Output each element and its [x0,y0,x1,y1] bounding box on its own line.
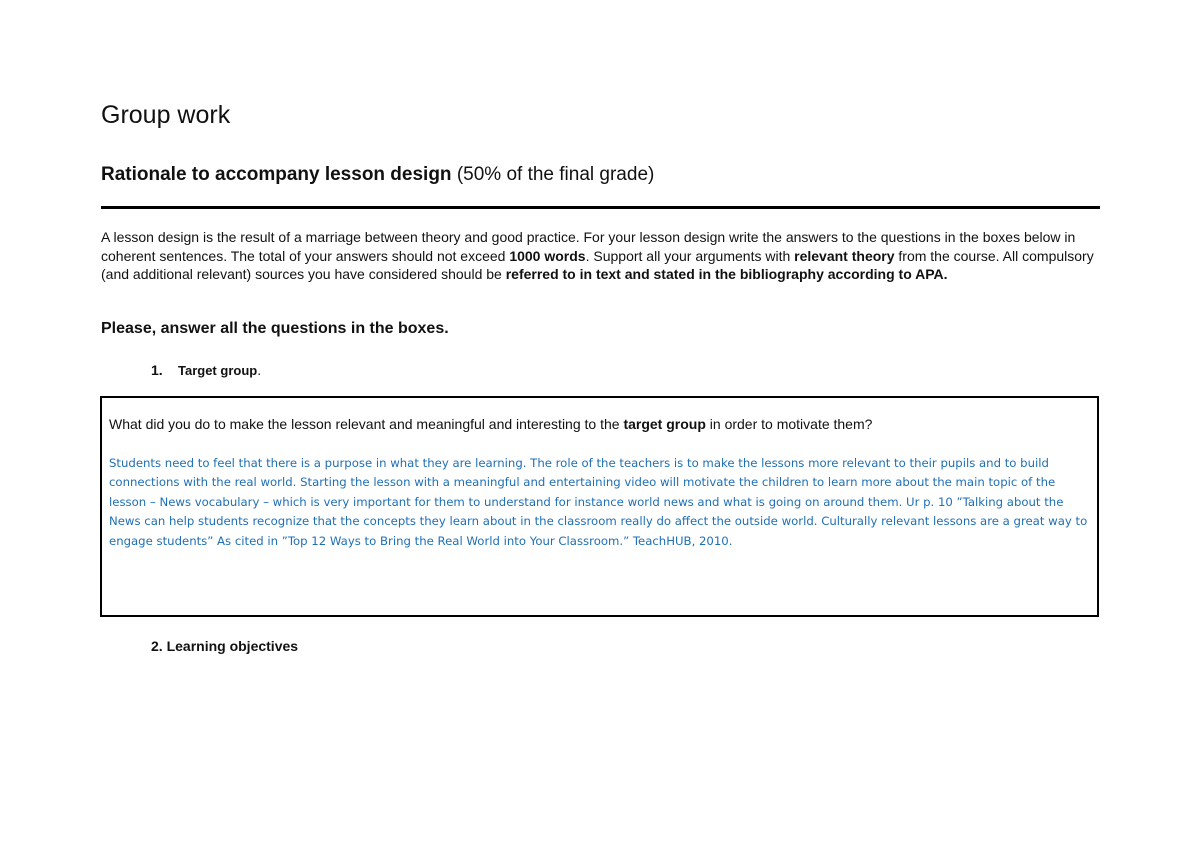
page-title: Group work [101,101,231,129]
intro-bold-apa: referred to in text and stated in the bibliography according to APA. [505,266,948,282]
question-text-1: What did you do to make the lesson relevant and meaningful and interesting to the [109,416,624,432]
section-suffix: . [257,362,262,378]
section-heading-target-group [151,361,261,380]
question-bold-target-group: target group [623,416,706,432]
intro-bold-theory: relevant theory [794,247,895,264]
document-subtitle [101,164,654,187]
question-text-2: in order to motivate them? [705,416,873,432]
intro-paragraph [101,228,1101,284]
instruction-heading: Please, answer all the questions in the boxes. [101,320,449,337]
section-heading-learning-objectives: 2. Learning objectives [151,638,299,654]
intro-text-2: . Support all your arguments with [585,247,795,264]
answer-text[interactable]: Students need to feel that there is a purpose in what they are learning. The role of the teachers is to make the lessons more relevant to their pupils and to build connections with the real world. Starting the lesson with a meaningful and entertaining video will motivate the children to learn more about the main topic of the lesson – News vocabulary – which is very important for them to understand for instance world news and what is going on around them. Ur p. 10 ”Talking about the News can help students recognize that the concepts they learn about in the classroom really do affect the outside world. Culturally relevant lessons are a great way to engage students” As cited in ”Top 12 Ways to Bring the Real World into Your Classroom.” TeachHUB, 2010. [109,456,1088,548]
answer-box-target-group[interactable] [100,396,1099,617]
intro-text-3: from the course. All compulsory (and additional relevant) sources you have considered should be [101,247,1094,282]
question-text [109,415,872,433]
horizontal-rule [101,206,1100,209]
section-number: 1. [151,362,163,378]
subtitle-bold: Rationale to accompany lesson design [101,164,452,185]
section-label: Target group [178,363,258,378]
subtitle-grade-weight: (50% of the final grade) [456,164,655,185]
intro-text-1: A lesson design is the result of a marriage between theory and good practice. For your lesson design write the answers to the questions in the boxes below in coherent sentences. The total of your answers should not exceed [101,229,1076,264]
intro-bold-word-limit: 1000 words [509,247,586,264]
